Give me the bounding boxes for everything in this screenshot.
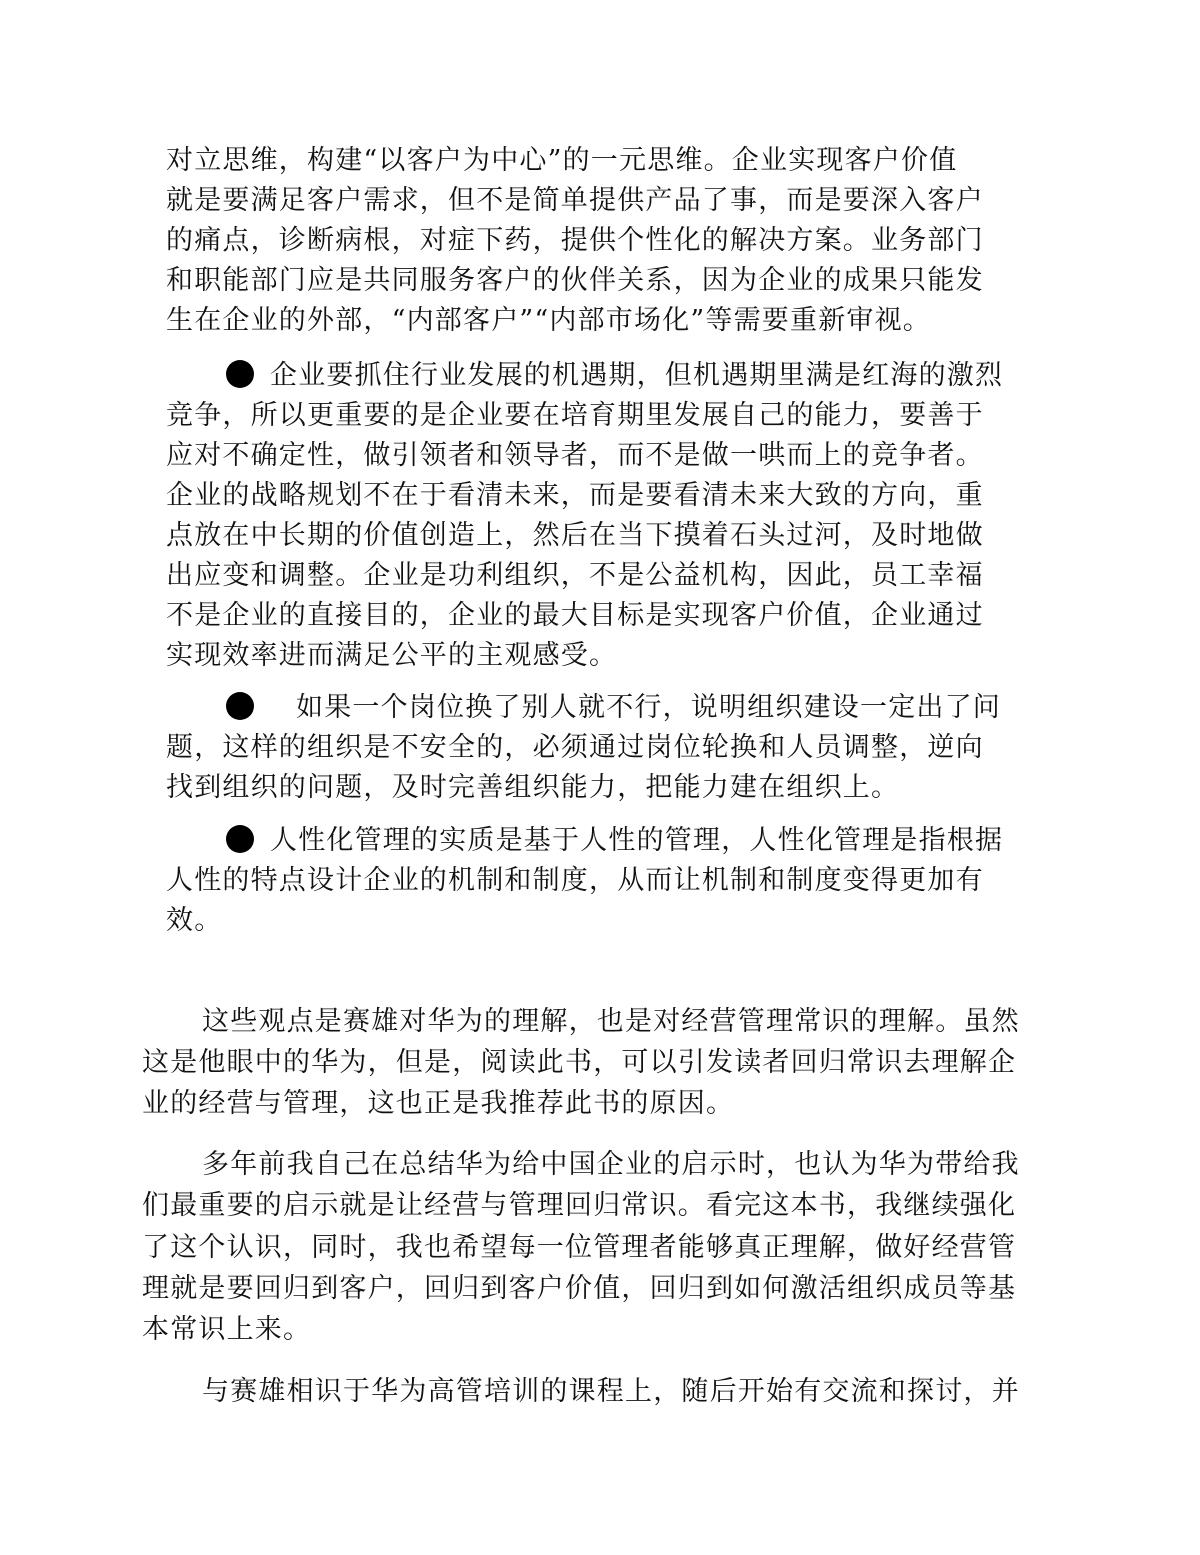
- paragraph-line: 这是他眼中的华为，但是，阅读此书，可以引发读者回归常识去理解企: [142, 1047, 1017, 1078]
- paragraph-line: 不是企业的直接目的，企业的最大目标是实现客户价值，企业通过: [166, 600, 984, 631]
- paragraph-line: 生在企业的外部，“内部客户”“内部市场化”等需要重新审视。: [166, 305, 932, 336]
- paragraph-line: 竞争，所以更重要的是企业要在培育期里发展自己的能力，要善于: [166, 400, 984, 431]
- paragraph-line: 出应变和调整。企业是功利组织，不是公益机构，因此，员工幸福: [166, 560, 984, 591]
- paragraph-line: 对立思维，构建“以客户为中心”的一元思维。企业实现客户价值: [166, 145, 958, 176]
- paragraph-line: 题，这样的组织是不安全的，必须通过岗位轮换和人员调整，逆向: [166, 732, 984, 763]
- paragraph-line: 理就是要回归到客户，回归到客户价值，回归到如何激活组织成员等基: [142, 1273, 1017, 1304]
- paragraph-line: 人性的特点设计企业的机制和制度，从而让机制和制度变得更加有: [166, 865, 984, 896]
- bullet-text: 企业要抓住行业发展的机遇期，但机遇期里满是红海的激烈: [270, 360, 1004, 391]
- paragraph-line: 这些观点是赛雄对华为的理解，也是对经营管理常识的理解。虽然: [202, 1006, 1020, 1037]
- paragraph-line: 就是要满足客户需求，但不是简单提供产品了事，而是要深入客户: [166, 185, 984, 216]
- paragraph-line: 了这个认识，同时，我也希望每一位管理者能够真正理解，做好经营管: [142, 1232, 1017, 1263]
- bullet-text: 如果一个岗位换了别人就不行，说明组织建设一定出了问: [296, 692, 1001, 723]
- paragraph-line: 本常识上来。: [142, 1314, 312, 1345]
- paragraph-line: 和职能部门应是共同服务客户的伙伴关系，因为企业的成果只能发: [166, 265, 984, 296]
- paragraph-line: 找到组织的问题，及时完善组织能力，把能力建在组织上。: [166, 772, 900, 803]
- paragraph-line: 与赛雄相识于华为高管培训的课程上，随后开始有交流和探讨，并: [202, 1376, 1020, 1407]
- paragraph-line: 点放在中长期的价值创造上，然后在当下摸着石头过河，及时地做: [166, 520, 984, 551]
- paragraph-line: 们最重要的启示就是让经营与管理回归常识。看完这本书，我继续强化: [142, 1190, 1017, 1221]
- paragraph-line: 实现效率进而满足公平的主观感受。: [166, 640, 618, 671]
- paragraph-line: 企业的战略规划不在于看清未来，而是要看清未来大致的方向，重: [166, 480, 984, 511]
- paragraph-line: 的痛点，诊断病根，对症下药，提供个性化的解决方案。业务部门: [166, 225, 984, 256]
- paragraph-line: 效。: [166, 905, 223, 936]
- paragraph-line: 应对不确定性，做引领者和领导者，而不是做一哄而上的竞争者。: [166, 440, 984, 471]
- bullet-icon: [226, 692, 254, 720]
- bullet-icon: [226, 360, 254, 388]
- bullet-icon: [226, 825, 254, 853]
- bullet-text: 人性化管理的实质是基于人性的管理，人性化管理是指根据: [270, 825, 1004, 856]
- paragraph-line: 多年前我自己在总结华为给中国企业的启示时，也认为华为带给我: [202, 1149, 1020, 1180]
- paragraph-line: 业的经营与管理，这也正是我推荐此书的原因。: [142, 1088, 735, 1119]
